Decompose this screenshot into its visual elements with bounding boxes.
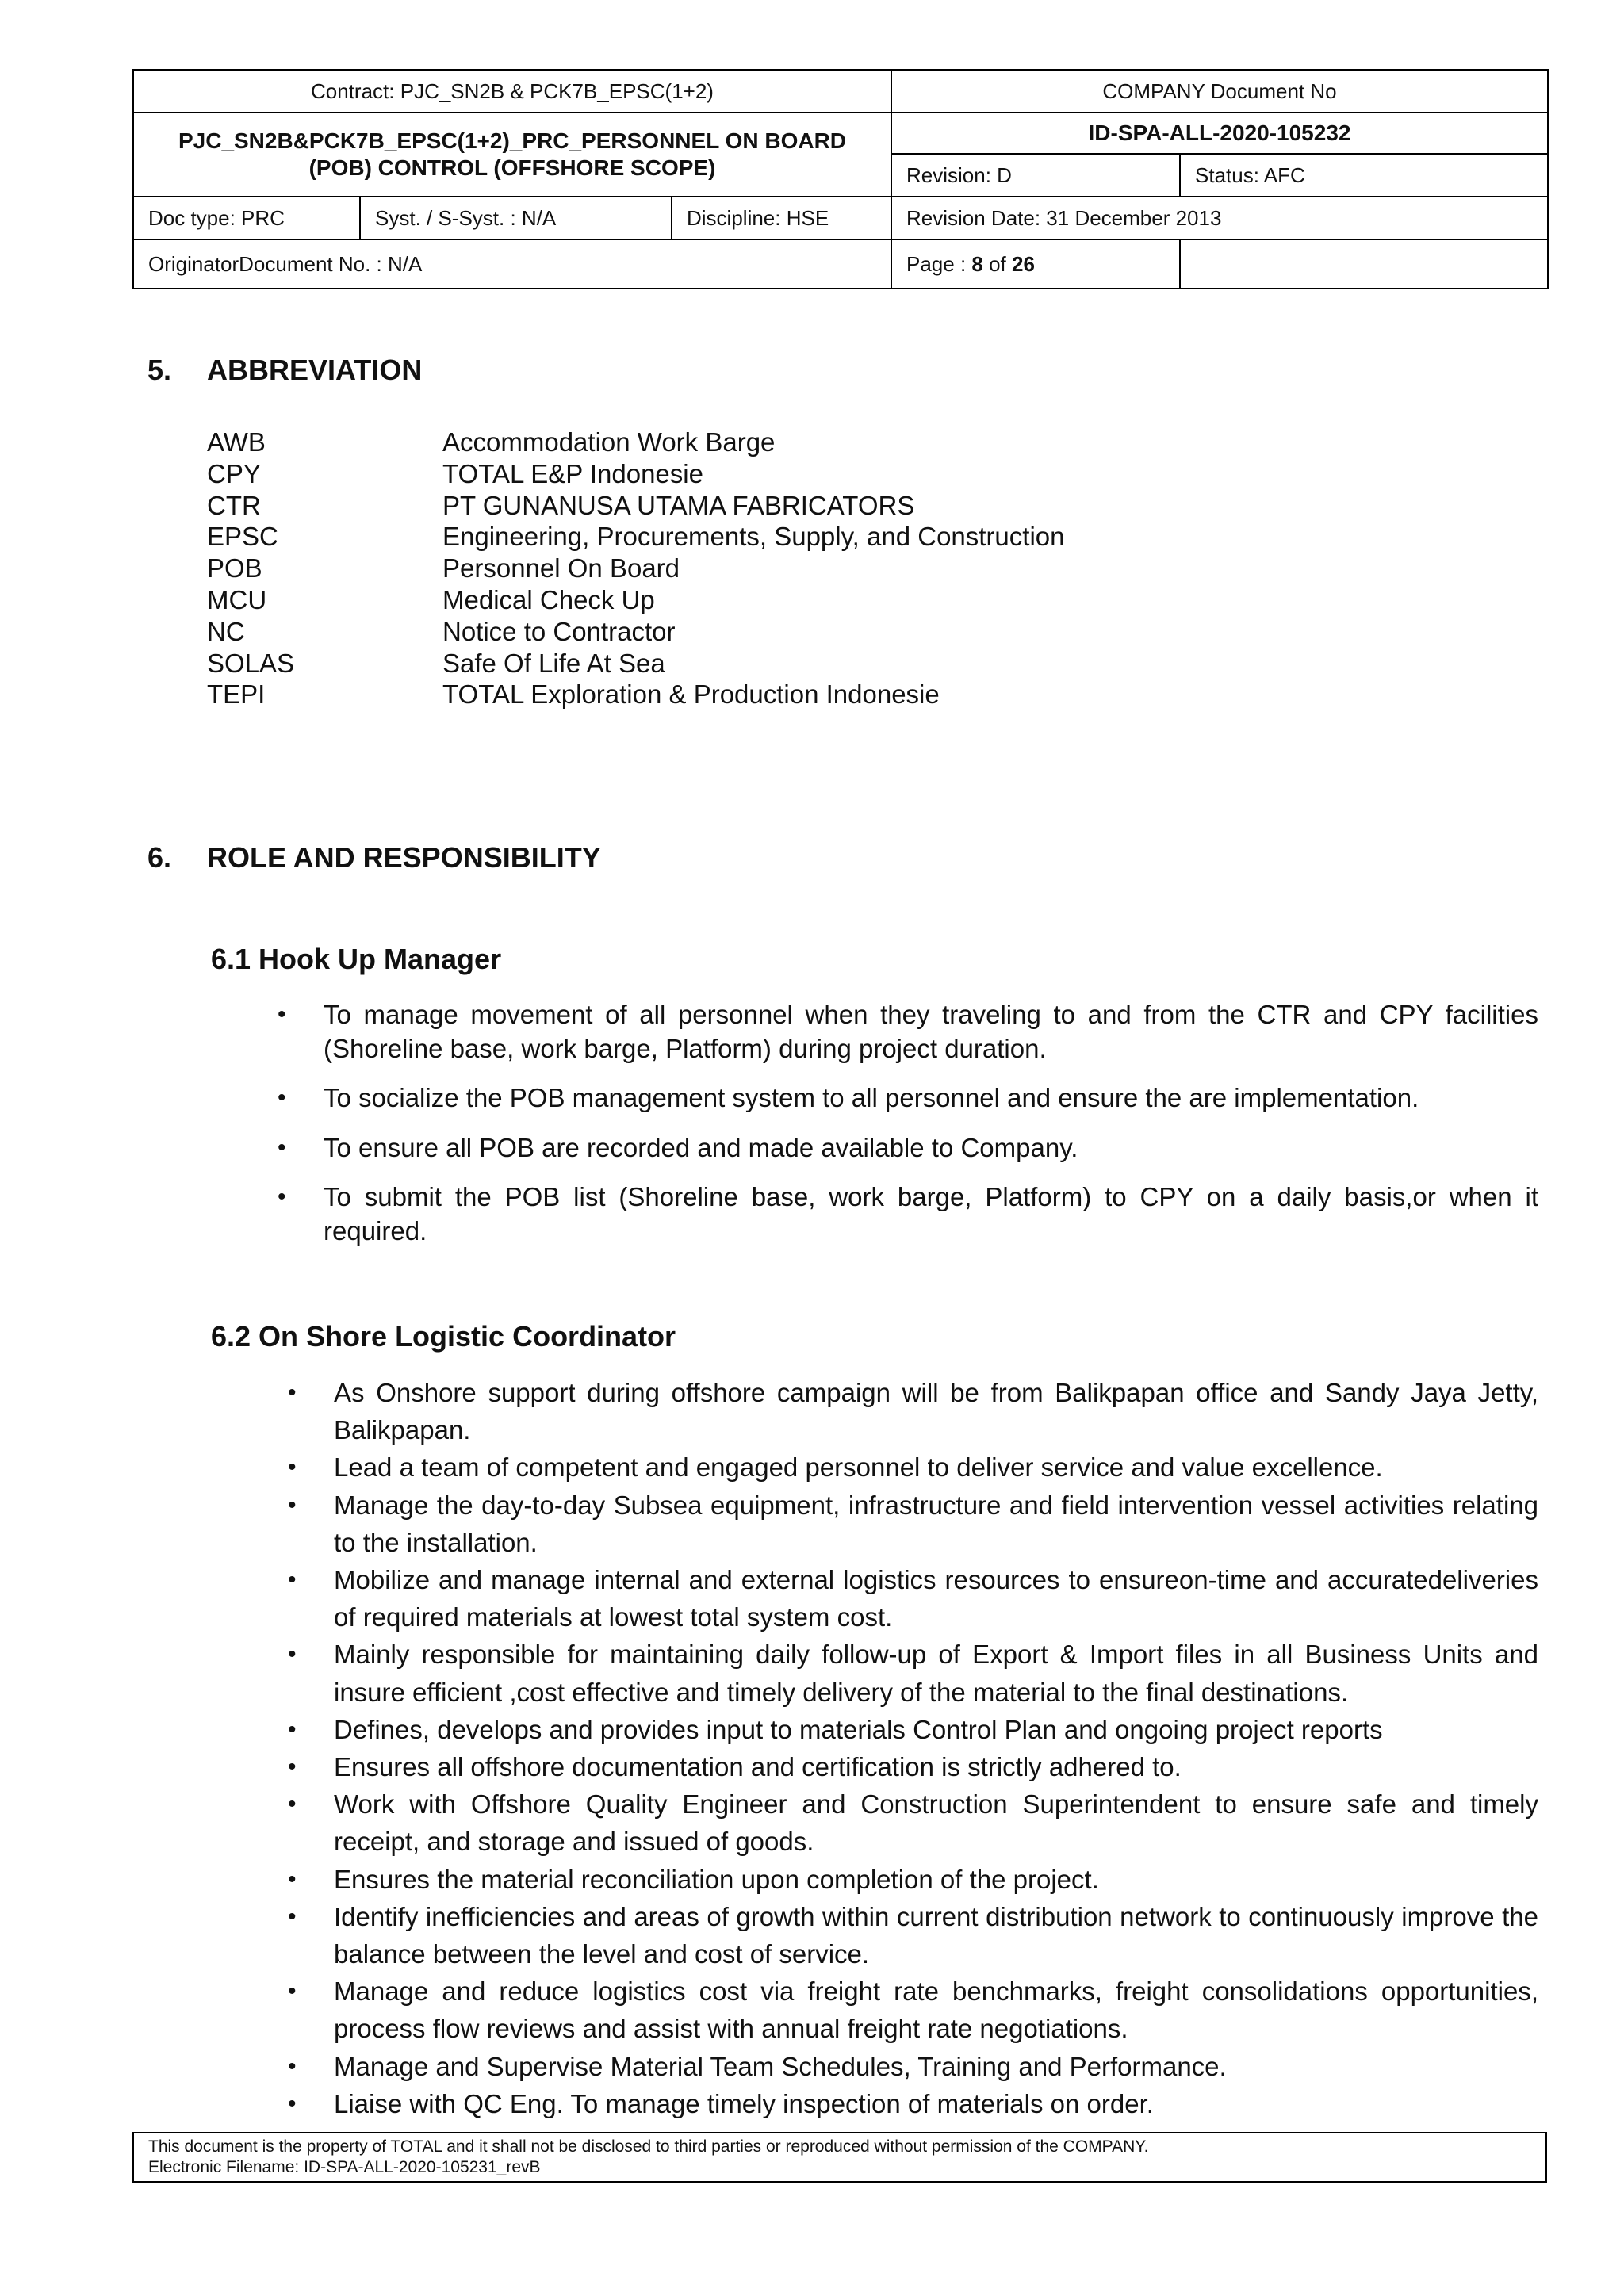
list-item — [288, 1711, 1538, 1748]
list-item-text: Manage and Supervise Material Team Schedules, Training and Performance. — [334, 2051, 1227, 2081]
abbreviation-definition: Medical Check Up — [442, 584, 655, 614]
doc-type-cell: Doc type: PRC — [133, 197, 360, 239]
list-item-text: To manage movement of all personnel when they traveling to and from the CTR and CPY facilities (Shoreline base, work barge, Platform) during project duration. — [324, 1000, 1538, 1063]
bullet-icon: • — [288, 1866, 297, 1892]
bullet-icon: • — [278, 1001, 286, 1027]
abbreviation-definition: Engineering, Procurements, Supply, and Construction — [442, 522, 1065, 552]
abbreviation-row — [207, 553, 1065, 584]
abbreviation-code: NC — [207, 616, 245, 646]
bullet-icon: • — [288, 1903, 297, 1930]
abbreviation-definition: Safe Of Life At Sea — [442, 648, 665, 678]
list-item — [288, 1785, 1538, 1860]
footer-filename: Electronic Filename: ID-SPA-ALL-2020-105231_revB — [148, 2158, 541, 2176]
abbreviation-definition: TOTAL Exploration & Production Indonesie — [442, 679, 940, 710]
bullet-icon: • — [278, 1184, 286, 1210]
bullet-icon: • — [288, 1978, 297, 2005]
abbreviation-row — [207, 679, 1065, 710]
list-item-text: Manage and reduce logistics cost via freight rate benchmarks, freight consolidations opportunities, process flow reviews and assist with annual freight rate negotiations. — [334, 1976, 1538, 2044]
section-5-title: ABBREVIATION — [207, 354, 423, 386]
list-item — [288, 1448, 1538, 1486]
hook-up-manager-list — [278, 998, 1538, 1264]
abbreviation-code: MCU — [207, 584, 267, 614]
list-item — [278, 1081, 1538, 1115]
document-title: PJC_SN2B&PCK7B_EPSC(1+2)_PRC_PERSONNEL ON BOARD (POB) CONTROL (OFFSHORE SCOPE) — [133, 113, 891, 197]
revision-cell: Revision: D — [891, 154, 1180, 197]
abbreviation-code: AWB — [207, 427, 266, 457]
section-5-number: 5. — [147, 354, 172, 386]
abbreviation-definition: Notice to Contractor — [442, 616, 676, 646]
abbreviation-code: TEPI — [207, 679, 266, 710]
list-item — [288, 1748, 1538, 1785]
list-item-text: Ensures all offshore documentation and certification is strictly adhered to. — [334, 1752, 1182, 1782]
abbreviation-code: CPY — [207, 458, 261, 488]
list-item — [278, 1181, 1538, 1248]
company-doc-label: COMPANY Document No — [891, 70, 1548, 113]
list-item — [288, 1374, 1538, 1448]
list-item-text: Lead a team of competent and engaged personnel to deliver service and value excellence. — [334, 1452, 1383, 1483]
subsection-6-2-title: 6.2 On Shore Logistic Coordinator — [211, 1320, 676, 1353]
list-item-text: Work with Offshore Quality Engineer and Construction Superintendent to ensure safe and timely receipt, and storage and issued of goods. — [334, 1789, 1538, 1857]
status-cell: Status: AFC — [1180, 154, 1548, 197]
list-item-text: To socialize the POB management system to all personnel and ensure the are implementation. — [324, 1083, 1419, 1112]
list-item — [278, 1131, 1538, 1165]
discipline-cell: Discipline: HSE — [672, 197, 891, 239]
abbreviation-row — [207, 584, 1065, 616]
list-item-text: Manage the day-to-day Subsea equipment, infrastructure and field intervention vessel activities relating to the installation. — [334, 1490, 1538, 1557]
abbreviation-row — [207, 427, 1065, 458]
list-item-text: To ensure all POB are recorded and made available to Company. — [324, 1132, 1078, 1162]
revision-date-cell: Revision Date: 31 December 2013 — [891, 197, 1548, 239]
company-doc-number: ID-SPA-ALL-2020-105232 — [891, 113, 1548, 154]
page-number-cell: Page : 8 of 26 — [891, 239, 1180, 289]
bullet-icon: • — [288, 1491, 297, 1518]
abbreviation-row — [207, 616, 1065, 648]
bullet-icon: • — [288, 1454, 297, 1481]
bullet-icon: • — [288, 1791, 297, 1818]
abbreviation-row — [207, 521, 1065, 553]
bullet-icon: • — [288, 1754, 297, 1781]
bullet-icon: • — [288, 1380, 297, 1406]
bullet-icon: • — [278, 1085, 286, 1111]
abbreviation-definition: PT GUNANUSA UTAMA FABRICATORS — [442, 490, 915, 520]
list-item — [288, 1636, 1538, 1710]
abbreviation-code: CTR — [207, 490, 261, 520]
contract-cell: Contract: PJC_SN2B & PCK7B_EPSC(1+2) — [133, 70, 891, 113]
list-item-text: As Onshore support during offshore campaign will be from Balikpapan office and Sandy Jaya Jetty, Balikpapan. — [334, 1378, 1538, 1445]
abbreviation-definition: Personnel On Board — [442, 553, 680, 584]
document-footer — [132, 2132, 1547, 2183]
list-item-text: Identify inefficiencies and areas of growth within current distribution network to continuously improve the balance between the level and cost of service. — [334, 1901, 1538, 1969]
list-item — [288, 1973, 1538, 2047]
empty-cell — [1180, 239, 1548, 289]
list-item-text: Mobilize and manage internal and external logistics resources to ensureon-time and accuratedeliveries of required materials at lowest total system cost. — [334, 1565, 1538, 1632]
list-item-text: Defines, develops and provides input to materials Control Plan and ongoing project reports — [334, 1714, 1383, 1744]
list-item — [288, 1861, 1538, 1898]
list-item-text: Mainly responsible for maintaining daily follow-up of Export & Import files in all Business Units and insure efficient ,cost effective and timely delivery of the material to the final destinations. — [334, 1640, 1538, 1707]
document-header-table — [132, 69, 1549, 289]
abbreviation-code: SOLAS — [207, 648, 295, 678]
abbreviation-row — [207, 458, 1065, 490]
list-item — [288, 1561, 1538, 1636]
onshore-logistic-list — [288, 1374, 1538, 2122]
list-item — [288, 1487, 1538, 1561]
abbreviation-list — [207, 427, 1065, 710]
bullet-icon: • — [288, 2090, 297, 2117]
section-6-number: 6. — [147, 841, 172, 874]
subsection-6-1-title: 6.1 Hook Up Manager — [211, 943, 502, 975]
list-item — [288, 2048, 1538, 2085]
abbreviation-row — [207, 648, 1065, 679]
footer-disclaimer: This document is the property of TOTAL and it shall not be disclosed to third parties or reproduced without permission of the COMPANY. — [148, 2137, 1149, 2156]
syst-cell: Syst. / S-Syst. : N/A — [360, 197, 672, 239]
originator-doc-cell: OriginatorDocument No. : N/A — [133, 239, 891, 289]
abbreviation-row — [207, 490, 1065, 522]
section-6-title: ROLE AND RESPONSIBILITY — [207, 841, 601, 874]
abbreviation-definition: Accommodation Work Barge — [442, 427, 776, 457]
bullet-icon: • — [288, 1567, 297, 1594]
list-item-text: To submit the POB list (Shoreline base, work barge, Platform) to CPY on a daily basis,or when it required. — [324, 1182, 1538, 1246]
list-item-text: Ensures the material reconciliation upon completion of the project. — [334, 1864, 1099, 1894]
bullet-icon: • — [278, 1134, 286, 1161]
list-item — [288, 1898, 1538, 1973]
bullet-icon: • — [288, 2053, 297, 2080]
abbreviation-code: EPSC — [207, 522, 278, 552]
bullet-icon: • — [288, 1716, 297, 1743]
bullet-icon: • — [288, 1641, 297, 1668]
list-item — [288, 2085, 1538, 2122]
list-item — [278, 998, 1538, 1066]
abbreviation-code: POB — [207, 553, 262, 584]
list-item-text: Liaise with QC Eng. To manage timely inspection of materials on order. — [334, 2088, 1154, 2118]
abbreviation-definition: TOTAL E&P Indonesie — [442, 458, 703, 488]
